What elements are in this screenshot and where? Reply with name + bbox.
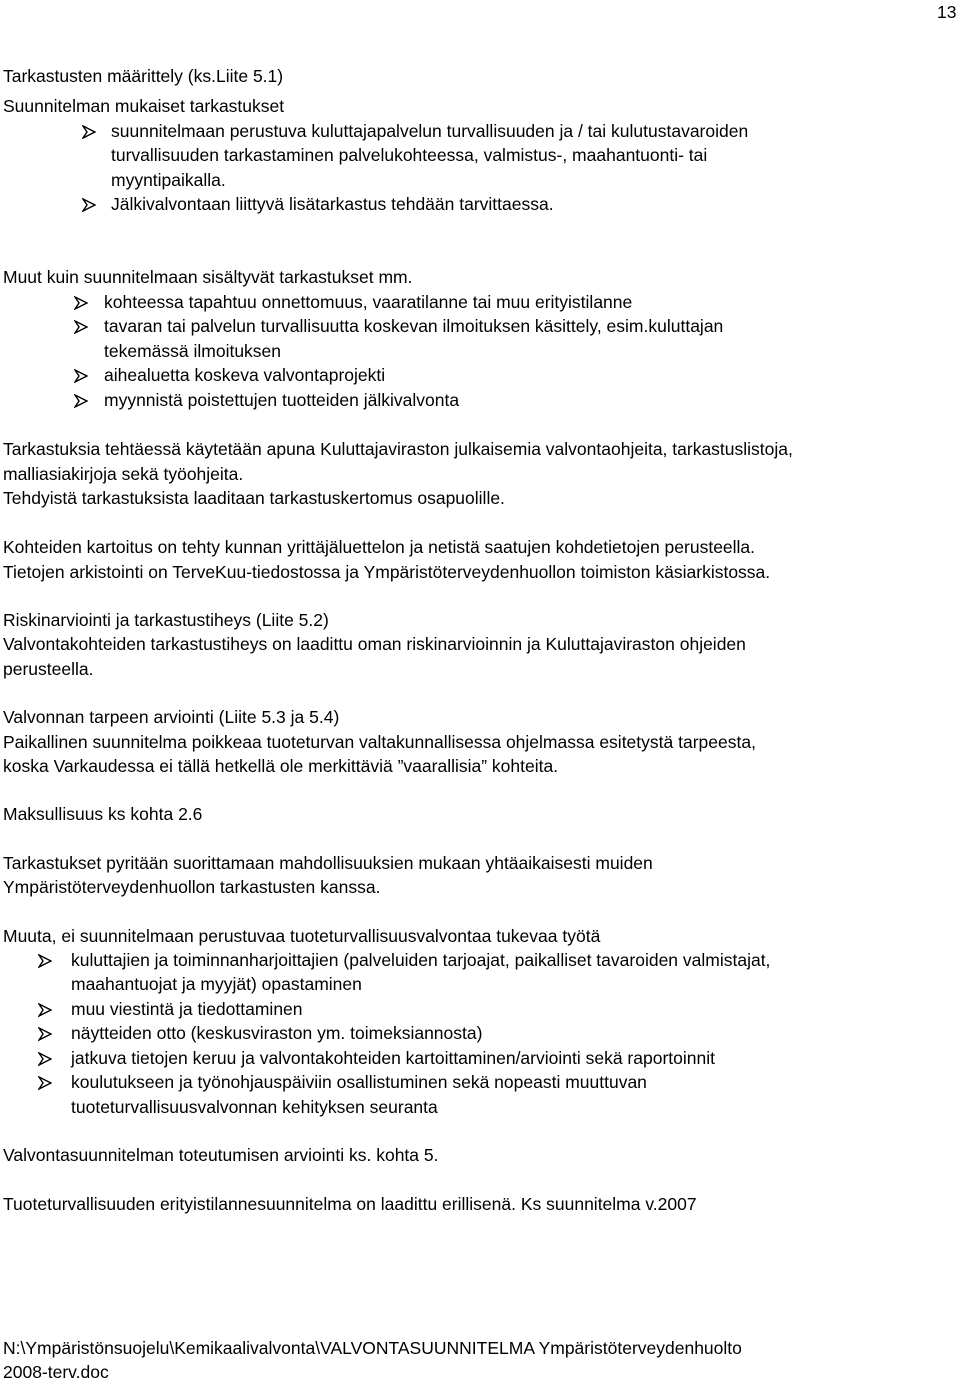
paragraph-line: Ympäristöterveydenhuollon tarkastusten kanssa. xyxy=(3,877,381,897)
subheading: Riskinarviointi ja tarkastustiheys (Liite 5.2) xyxy=(3,610,329,630)
paragraph-line: Paikallinen suunnitelma poikkeaa tuoteturvan valtakunnallisessa ohjelmassa esitetystä tarpeesta, xyxy=(3,732,756,752)
arrow-bullet-icon xyxy=(38,1003,52,1017)
list-item-continuation: tuoteturvallisuusvalvonnan kehityksen seuranta xyxy=(71,1097,438,1117)
paragraph-line: malliasiakirjoja sekä työohjeita. xyxy=(3,464,244,484)
arrow-bullet-icon xyxy=(82,198,96,212)
paragraph-line: Maksullisuus ks kohta 2.6 xyxy=(3,804,203,824)
list-item-continuation: maahantuojat ja myyjät) opastaminen xyxy=(71,974,362,994)
arrow-bullet-icon xyxy=(74,369,88,383)
footer-file-path: N:\Ympäristönsuojelu\Kemikaalivalvonta\VALVONTASUUNNITELMA Ympäristöterveydenhuolto xyxy=(3,1338,742,1358)
list-item: tavaran tai palvelun turvallisuutta koskevan ilmoituksen käsittely, esim.kuluttajan xyxy=(104,316,724,336)
list-item: kohteessa tapahtuu onnettomuus, vaaratilanne tai muu erityistilanne xyxy=(104,292,633,312)
paragraph-line: Tehdyistä tarkastuksista laaditaan tarkastuskertomus osapuolille. xyxy=(3,488,505,508)
subheading: Muut kuin suunnitelmaan sisältyvät tarkastukset mm. xyxy=(3,267,413,287)
arrow-bullet-icon xyxy=(82,125,96,139)
list-item: Jälkivalvontaan liittyvä lisätarkastus tehdään tarvittaessa. xyxy=(111,194,554,214)
list-item: myynnistä poistettujen tuotteiden jälkivalvonta xyxy=(104,390,460,410)
section-heading: Tarkastusten määrittely (ks.Liite 5.1) xyxy=(3,66,284,86)
list-item-continuation: myyntipaikalla. xyxy=(111,170,226,190)
footer-file-name: 2008-terv.doc xyxy=(3,1362,109,1382)
arrow-bullet-icon xyxy=(38,1052,52,1066)
list-item: koulutukseen ja työnohjauspäiviin osallistuminen sekä nopeasti muuttuvan xyxy=(71,1072,647,1092)
arrow-bullet-icon xyxy=(38,1076,52,1090)
paragraph-line: Valvontasuunnitelman toteutumisen arviointi ks. kohta 5. xyxy=(3,1145,439,1165)
paragraph-line: Tarkastukset pyritään suorittamaan mahdollisuuksien mukaan yhtäaikaisesti muiden xyxy=(3,853,653,873)
subheading: Valvonnan tarpeen arviointi (Liite 5.3 ja 5.4) xyxy=(3,707,340,727)
paragraph-line: perusteella. xyxy=(3,659,94,679)
arrow-bullet-icon xyxy=(74,296,88,310)
list-item: näytteiden otto (keskusviraston ym. toimeksiannosta) xyxy=(71,1023,483,1043)
list-item: jatkuva tietojen keruu ja valvontakohteiden kartoittaminen/arviointi sekä raportoinnit xyxy=(71,1048,715,1068)
subheading: Muuta, ei suunnitelmaan perustuvaa tuoteturvallisuusvalvontaa tukevaa työtä xyxy=(3,926,601,946)
paragraph-line: Tuoteturvallisuuden erityistilannesuunnitelma on laadittu erillisenä. Ks suunnitelma v.2007 xyxy=(3,1194,697,1214)
arrow-bullet-icon xyxy=(38,954,52,968)
list-item-continuation: turvallisuuden tarkastaminen palvelukohteessa, valmistus-, maahantuonti- tai xyxy=(111,145,708,165)
list-item-continuation: tekemässä ilmoituksen xyxy=(104,341,282,361)
list-item: aihealuetta koskeva valvontaprojekti xyxy=(104,365,386,385)
arrow-bullet-icon xyxy=(74,320,88,334)
paragraph-line: Tarkastuksia tehtäessä käytetään apuna Kuluttajaviraston julkaisemia valvontaohjeita, tarkastuslistoja, xyxy=(3,439,793,459)
subheading: Suunnitelman mukaiset tarkastukset xyxy=(3,96,285,116)
arrow-bullet-icon xyxy=(38,1027,52,1041)
paragraph-line: Valvontakohteiden tarkastustiheys on laadittu oman riskinarvioinnin ja Kuluttajaviraston ohjeiden xyxy=(3,634,746,654)
list-item: suunnitelmaan perustuva kuluttajapalvelun turvallisuuden ja / tai kulutustavaroiden xyxy=(111,121,749,141)
paragraph-line: koska Varkaudessa ei tällä hetkellä ole merkittäviä ”vaarallisia” kohteita. xyxy=(3,756,559,776)
page-number: 13 xyxy=(937,2,957,22)
paragraph-line: Kohteiden kartoitus on tehty kunnan yrittäjäluettelon ja netistä saatujen kohdetietojen perusteella. xyxy=(3,537,756,557)
list-item: muu viestintä ja tiedottaminen xyxy=(71,999,303,1019)
list-item: kuluttajien ja toiminnanharjoittajien (palveluiden tarjoajat, paikalliset tavaroiden valmistajat, xyxy=(71,950,771,970)
paragraph-line: Tietojen arkistointi on TerveKuu-tiedostossa ja Ympäristöterveydenhuollon toimiston käsiarkistossa. xyxy=(3,562,771,582)
arrow-bullet-icon xyxy=(74,394,88,408)
